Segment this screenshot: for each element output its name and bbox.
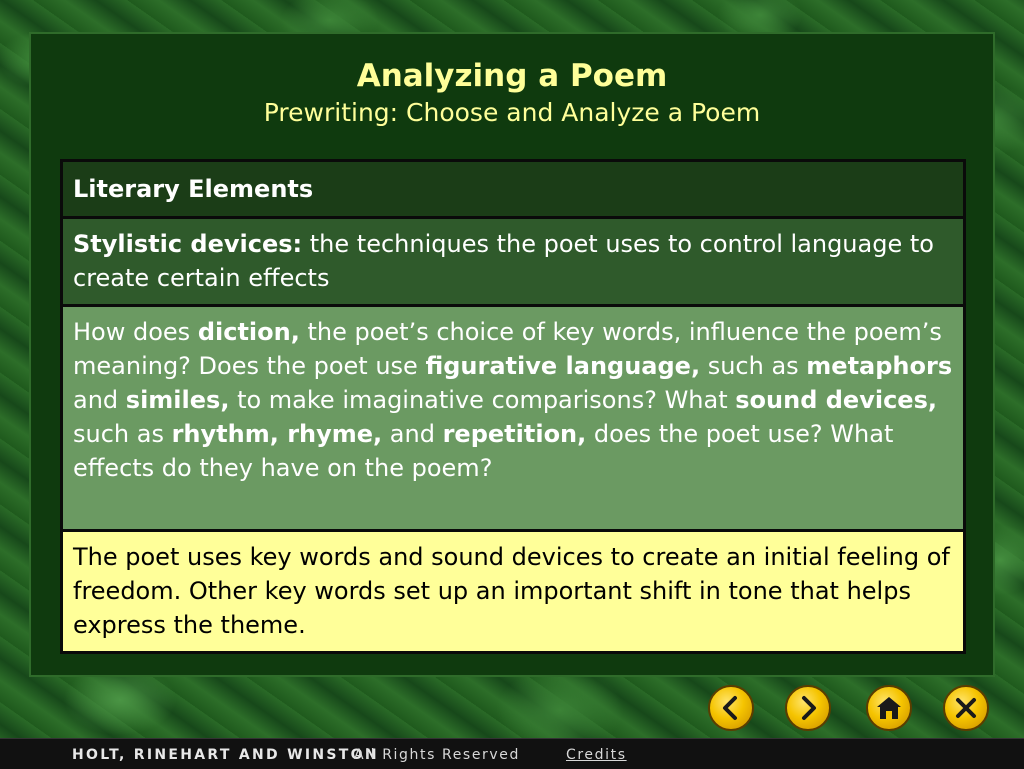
question-text-4: and [73,386,126,414]
term-sound-devices: sound devices, [735,386,937,414]
credits-link[interactable]: Credits [566,747,627,763]
close-icon [953,695,979,721]
rights-text: All Rights Reserved [354,747,520,763]
stylistic-devices-term: Stylistic devices: [73,230,303,258]
publisher-name: HOLT, RINEHART AND WINSTON [72,747,379,763]
next-button[interactable] [785,685,831,731]
feature-menu-button[interactable] [866,685,912,731]
home-icon [875,695,903,721]
term-similes: similes, [125,386,230,414]
slide-panel [29,32,995,677]
question-text-3: such as [700,352,807,380]
stylistic-devices-row [63,216,963,304]
stylistic-devices-definition: the techniques the poet uses to control language to create certain effects [73,230,934,292]
answer-row: The poet uses key words and sound devices to create an initial feeling of freedom. Other key words set up an important shift in tone that helps express the theme. [63,529,963,651]
literary-elements-table [60,159,966,654]
table-header: Literary Elements [63,162,963,216]
question-text-5: to make imaginative comparisons? What [229,386,736,414]
question-text-1: How does [73,318,198,346]
exit-button[interactable] [943,685,989,731]
previous-button[interactable] [708,685,754,731]
term-metaphors: metaphors [806,352,953,380]
question-text-6: such as [73,420,172,448]
chevron-right-icon [795,695,821,721]
question-text-8: does the poet use? What effects do they have on the poem? [73,420,894,482]
term-diction: diction, [197,318,300,346]
term-figurative-language: figurative language, [425,352,701,380]
question-text-2: the poet’s choice of key words, influence the poem’s meaning? Does the poet use [73,318,942,380]
term-repetition: repetition, [442,420,587,448]
term-rhythm-rhyme: rhythm, rhyme, [171,420,383,448]
slide-subtitle: Prewriting: Choose and Analyze a Poem [263,98,761,127]
footer-bar [0,738,1024,769]
chevron-left-icon [718,695,744,721]
slide-title: Analyzing a Poem [356,58,668,94]
question-text-7: and [382,420,443,448]
analysis-question-row [63,304,963,529]
